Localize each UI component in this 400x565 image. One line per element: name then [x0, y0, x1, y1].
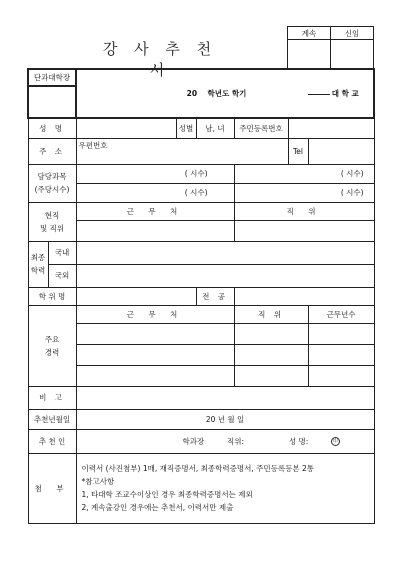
dean-term-cell[interactable] — [76, 69, 374, 118]
career-label-line2: 경력 — [44, 347, 60, 357]
course-1-field[interactable] — [76, 164, 234, 183]
dean-sign-cell[interactable] — [28, 86, 76, 118]
education-label — [28, 241, 48, 287]
current-workplace-field[interactable] — [76, 220, 234, 241]
recommender-name-label: 성 명: — [288, 436, 309, 446]
year-prefix: 20 — [186, 89, 198, 98]
attachments-notes — [76, 453, 374, 523]
current-job-label-line1: 현직 — [44, 210, 60, 220]
education-label-line2: 학력 — [30, 266, 46, 275]
education-domestic-label: 국내 — [48, 241, 76, 264]
current-workplace-header: 근 무 처 — [76, 202, 234, 220]
education-label-line1: 최종 — [30, 253, 46, 262]
tel-field[interactable] — [308, 138, 374, 164]
recommend-date-label: 추천년월일 — [28, 409, 76, 429]
name-field[interactable] — [76, 118, 176, 138]
attachments-label: 첨 부 — [28, 453, 76, 523]
approval-continuing-header: 계속 — [288, 27, 331, 40]
recommend-date-value: 20 년 월 일 — [205, 414, 245, 424]
career-years-header: 근무년수 — [308, 305, 374, 323]
career-2-workplace[interactable] — [76, 344, 234, 365]
career-3-position[interactable] — [234, 365, 308, 386]
career-2-years[interactable] — [308, 344, 374, 365]
career-workplace-header: 근 무 처 — [76, 305, 234, 323]
education-foreign-field[interactable] — [76, 264, 374, 287]
degree-field[interactable] — [76, 287, 196, 305]
college-suffix: 대 학 교 — [331, 89, 359, 98]
course-3-hours: ( 시수) — [184, 188, 208, 197]
approval-new-header: 신임 — [331, 27, 374, 40]
recommender-label: 추 천 인 — [28, 429, 76, 453]
recommendation-form — [27, 68, 375, 524]
attachments-line-2: *참고사항 — [81, 477, 115, 486]
career-1-position[interactable] — [234, 323, 308, 344]
course-2-hours: ( 시수) — [340, 169, 364, 178]
current-position-field[interactable] — [234, 220, 374, 241]
dean-label: 단과대학장 — [28, 69, 76, 86]
courses-label-line1: 담당과목 — [37, 172, 67, 181]
courses-label — [28, 164, 76, 202]
current-position-header: 직 위 — [234, 202, 374, 220]
year-term: 학년도 학기 — [207, 89, 247, 98]
address-field[interactable] — [76, 138, 288, 164]
tel-label: Tel — [288, 138, 308, 164]
remarks-label: 비 고 — [28, 386, 76, 409]
major-label: 전 공 — [196, 287, 234, 305]
current-job-label — [28, 202, 76, 241]
name-label: 성 명 — [28, 118, 76, 138]
career-3-years[interactable] — [308, 365, 374, 386]
postal-code-label: 우편번호 — [78, 140, 108, 150]
id-number-field[interactable] — [288, 118, 374, 138]
course-2-field[interactable] — [234, 164, 374, 183]
career-position-header: 직 위 — [234, 305, 308, 323]
course-1-hours: ( 시수) — [184, 169, 208, 178]
attachments-line-3: 1, 타대학 조교수이상인 경우 최종학력증명서는 제외 — [81, 490, 253, 499]
recommender-field[interactable] — [76, 429, 374, 453]
courses-label-line2: (주당시수) — [34, 185, 70, 194]
career-2-position[interactable] — [234, 344, 308, 365]
approval-box — [287, 26, 374, 69]
attachments-line-1: 이력서 (사진첨부) 1매, 재직증명서, 최종학력증명서, 주민등록등본 2통 — [81, 464, 314, 473]
education-domestic-field[interactable] — [76, 241, 374, 264]
approval-new-cell[interactable] — [331, 40, 374, 69]
recommender-position-label: 직위: — [227, 436, 245, 446]
gender-label: 성별 — [176, 118, 196, 138]
career-3-workplace[interactable] — [76, 365, 234, 386]
current-job-label-line2: 및 직위 — [39, 223, 65, 233]
course-4-hours: ( 시수) — [340, 188, 364, 197]
seal-stamp-icon: 印 — [333, 438, 339, 444]
address-label: 주 소 — [28, 138, 76, 164]
approval-continuing-cell[interactable] — [288, 40, 331, 69]
remarks-field[interactable] — [76, 386, 374, 409]
id-number-label: 주민등록번호 — [234, 118, 288, 138]
career-1-workplace[interactable] — [76, 323, 234, 344]
dept-head-label: 학과장 — [182, 436, 205, 446]
gender-options[interactable]: 남, 녀 — [196, 118, 234, 138]
recommend-date-field[interactable] — [76, 409, 374, 429]
course-3-field[interactable] — [76, 183, 234, 202]
education-foreign-label: 국외 — [48, 264, 76, 287]
major-field[interactable] — [234, 287, 374, 305]
degree-label: 학 위 명 — [28, 287, 76, 305]
attachments-line-4: 2, 계속출강인 경우에는 추천서, 이력서만 제출 — [81, 503, 234, 512]
career-label-line1: 주요 — [44, 334, 60, 344]
course-4-field[interactable] — [234, 183, 374, 202]
career-1-years[interactable] — [308, 323, 374, 344]
career-label — [28, 305, 76, 386]
document-title: 강 사 추 천 서 — [102, 40, 218, 79]
